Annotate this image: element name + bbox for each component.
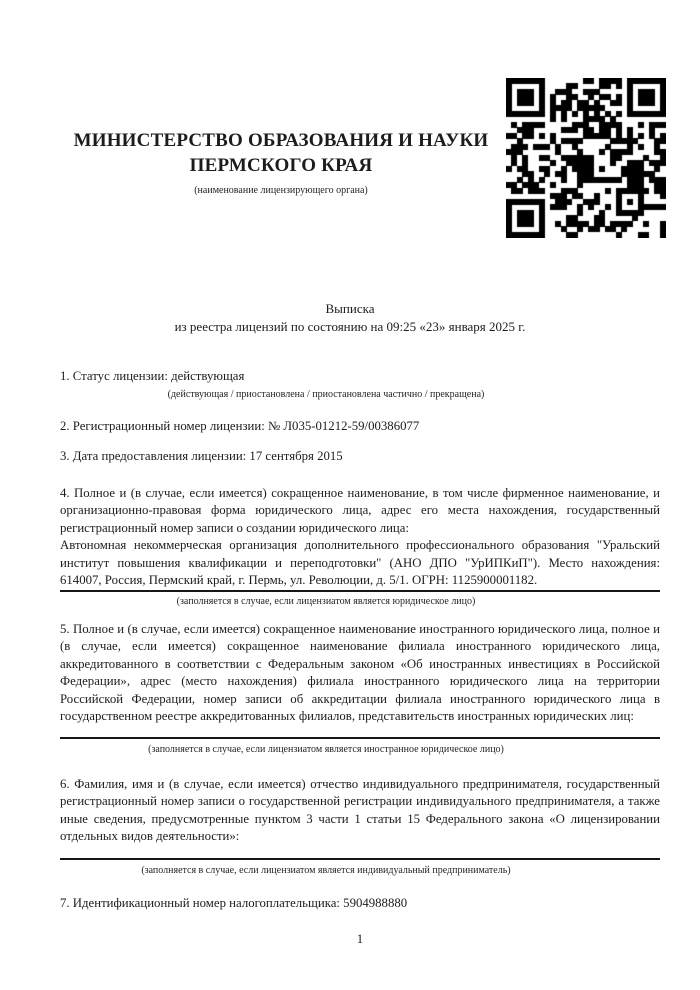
authority-name-line1: МИНИСТЕРСТВО ОБРАЗОВАНИЯ И НАУКИ	[73, 130, 489, 151]
item-3-license-date: 3. Дата предоставления лицензии: 17 сентября 2015	[60, 449, 343, 463]
item-4-label: 4. Полное и (в случае, если имеется) сокращенное наименование, в том числе фирменное наименование, и организационно-правовая форма юридического лица, адрес его места нахождения, государственный регистрационный номер записи о создании юридического лица:	[60, 485, 660, 535]
authority-name-line2: ПЕРМСКОГО КРАЯ	[189, 155, 373, 176]
item-4-licensee-details: Автономная некоммерческая организация дополнительного профессионального образования "Уральский институт повышения квалификации и переподготовки" (АНО ДПО "УрИПКиП"). Место нахождения: 614007, Россия, Пермский край, г. Пермь, ул. Революции, д. 5/1. ОГРН: 1125900001182.	[60, 537, 660, 592]
qr-code	[506, 78, 666, 238]
document-title-block	[0, 300, 700, 335]
item-2-registration-number: 2. Регистрационный номер лицензии: № Л035-01212-59/00386077	[60, 418, 420, 433]
licensing-authority-block	[60, 78, 502, 197]
item-5-caption: (заполняется в случае, если лицензиатом является иностранное юридическое лицо)	[148, 743, 504, 755]
document-header	[0, 78, 700, 238]
item-6-blank-field-line	[60, 846, 660, 860]
item-4-caption: (заполняется в случае, если лицензиатом является юридическое лицо)	[176, 595, 476, 607]
item-5-label: 5. Полное и (в случае, если имеется) сокращенное наименование иностранного юридического лица, полное и (в случае, если имеется) сокращенное наименование филиала иностранного юридического лица, аккредитованного в соответствии с Федеральным законом «Об иностранных инвестициях в Российской Федерации», адрес (место нахождения) филиала иностранного юридического лица на территории Российской Федерации, номер записи об аккредитации филиала иностранного юридического лица в государственном реестре аккредитованных филиалов, представительств иностранных юридических лиц:	[60, 621, 660, 723]
document-body	[0, 368, 700, 949]
document-title: Выписка	[325, 301, 375, 316]
document-subtitle: из реестра лицензий по состоянию на 09:25 «23» января 2025 г.	[174, 318, 526, 334]
item-7-inn: 7. Идентификационный номер налогоплательщика: 5904988880	[60, 895, 408, 910]
authority-name-caption: (наименование лицензирующего органа)	[194, 185, 368, 196]
item-6-caption: (заполняется в случае, если лицензиатом является индивидуальный предприниматель)	[141, 864, 511, 876]
page-number: 1	[356, 932, 364, 946]
item-1-caption: (действующая / приостановлена / приостановлена частично / прекращена)	[167, 388, 485, 400]
item-5-blank-field-line	[60, 726, 660, 739]
item-6-label: 6. Фамилия, имя и (в случае, если имеется) отчество индивидуального предпринимателя, государственный регистрационный номер записи о государственной регистрации индивидуального предпринимателя, а также иные сведения, предусмотренные пунктом 3 части 1 статьи 15 Федерального закона «О лицензировании отдельных видов деятельности»:	[60, 776, 660, 843]
item-1-license-status: 1. Статус лицензии: действующая	[60, 369, 245, 383]
qr-code-icon	[506, 78, 666, 238]
